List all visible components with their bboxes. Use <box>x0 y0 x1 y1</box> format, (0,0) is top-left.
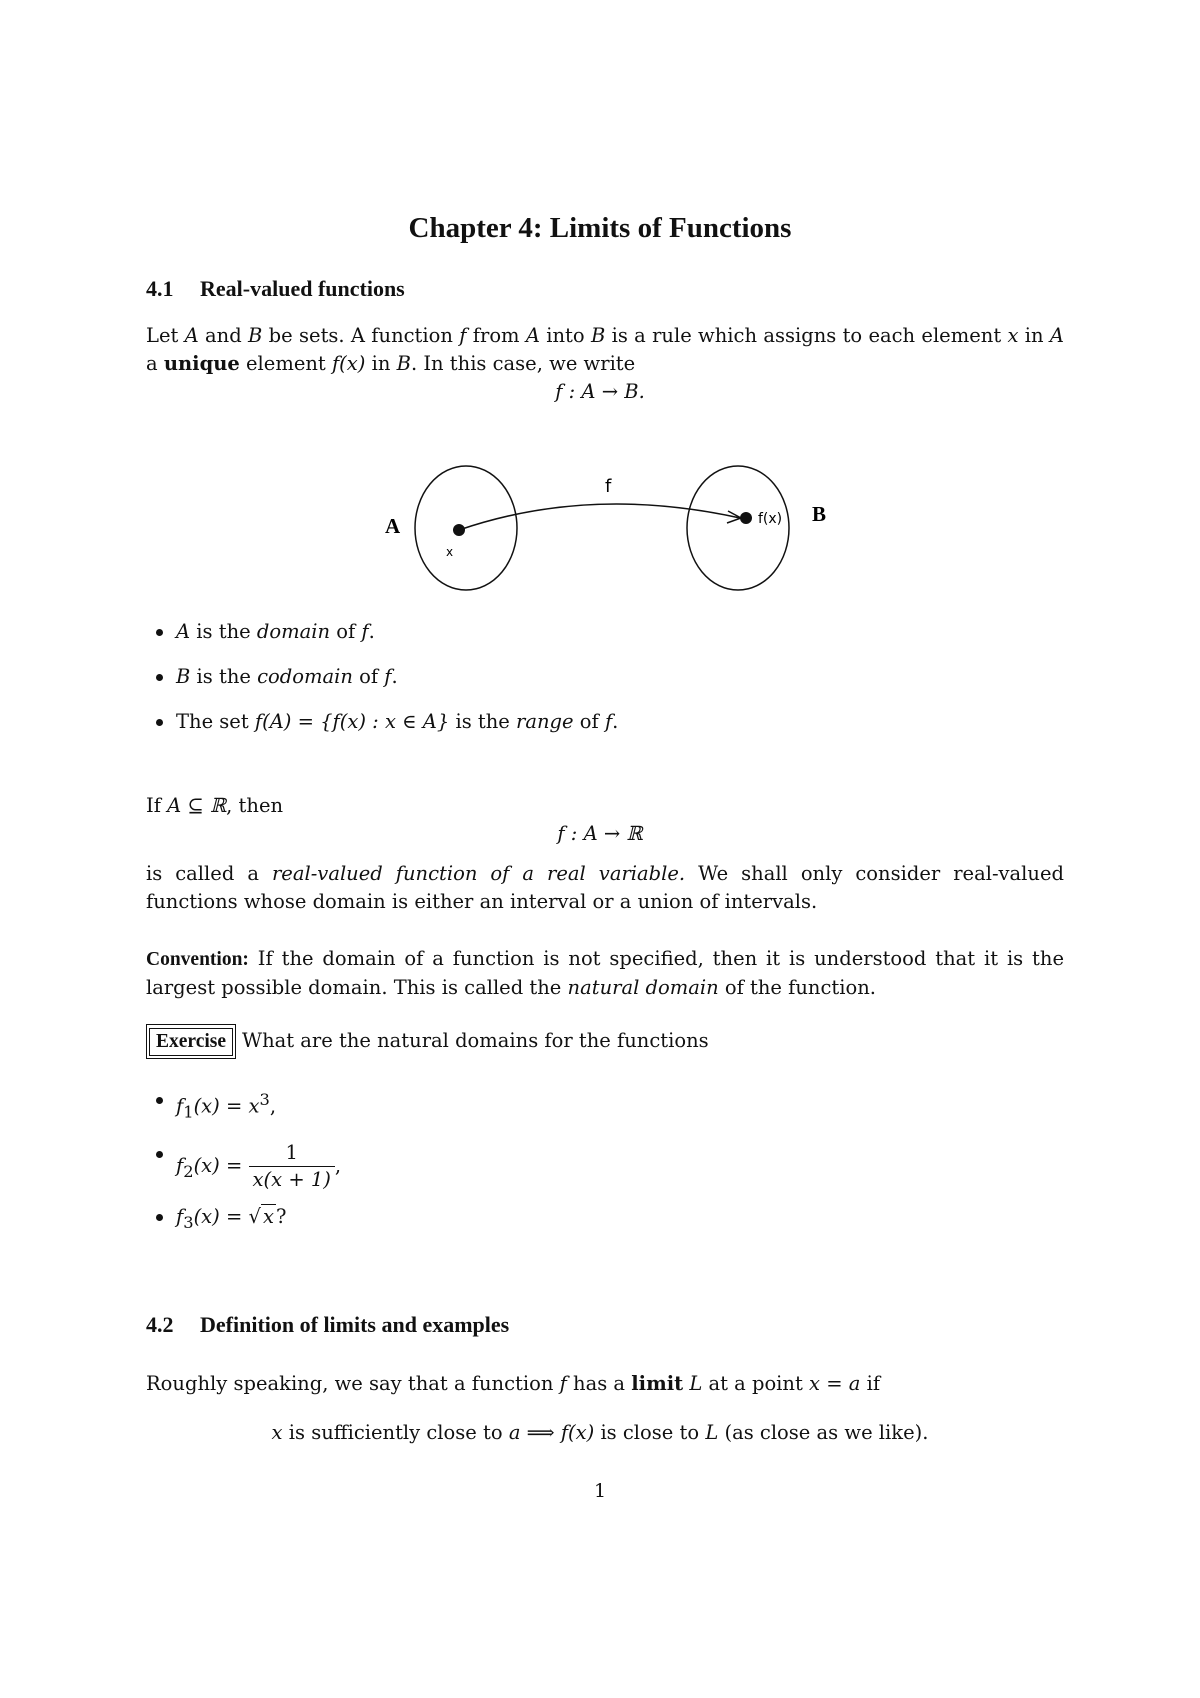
if-subset-line: If A ⊆ ℝ, then <box>146 794 284 817</box>
exercise-functions <box>176 1086 341 1237</box>
label-A: A <box>385 514 401 538</box>
label-fx: f(x) <box>758 511 783 527</box>
section-title: Real-valued functions <box>200 276 405 301</box>
convention-label: Convention: <box>146 949 249 970</box>
list-item: The set f(A) = {f(x) : x ∈ A} is the range of f. <box>176 708 618 736</box>
intro-paragraph: Let A and B be sets. A function f from A into B is a rule which assigns to each element x in A a unique element f(x) in B. In this case, we write <box>146 324 1064 375</box>
list-item: B is the codomain of f. <box>176 663 618 691</box>
function-diagram <box>360 455 840 605</box>
exercise-box <box>146 1024 236 1059</box>
exercise-text: What are the natural domains for the functions <box>242 1029 709 1052</box>
list-item: $f_2(x)$ = $\frac{1}{x(x + 1)}$ , <box>176 1141 342 1192</box>
mapping-arrow <box>459 504 740 530</box>
domain-bullets <box>176 618 618 736</box>
list-item: $f_3(x)$ = √ x ? <box>176 1203 341 1237</box>
label-B: B <box>812 502 827 526</box>
fraction: $\frac{1}{x(x + 1)}$ <box>249 1140 335 1193</box>
label-x: x <box>446 545 454 559</box>
set-B-ellipse <box>687 466 789 590</box>
list-item: $f_1(x) = x^3$, <box>176 1086 341 1126</box>
section-title: Definition of limits and examples <box>200 1312 510 1337</box>
section-4-1-heading <box>146 276 405 302</box>
limit-intro: Roughly speaking, we say that a function f has a limit L at a point x = a if <box>146 1372 881 1395</box>
chapter-title: Chapter 4: Limits of Functions <box>408 212 792 244</box>
display-equation-f-A-R: f : A → ℝ <box>557 822 643 845</box>
label-f: f <box>605 476 612 497</box>
section-4-2-heading <box>146 1312 509 1338</box>
real-valued-paragraph: is called a real-valued function of a real variable. We shall only consider real-valued functions whose domain is either an interval or a union of intervals. <box>146 862 1064 913</box>
list-item: A is the domain of f. <box>176 618 618 646</box>
section-number: 4.1 <box>146 276 174 301</box>
exercise-line <box>146 1024 709 1059</box>
limit-display: x is sufficiently close to a ⟹ f(x) is close to L (as close as we like). <box>271 1421 929 1444</box>
display-equation-f-A-B: f : A → B. <box>555 380 645 403</box>
page-number: 1 <box>593 1480 607 1502</box>
section-number: 4.2 <box>146 1312 174 1337</box>
sqrt-icon: √ <box>248 1205 261 1229</box>
exercise-label: Exercise <box>149 1028 233 1056</box>
convention-paragraph: Convention: If the domain of a function is not specified, then it is understood that it is the largest possible domain. This is called the natural domain of the function. <box>146 947 1064 999</box>
